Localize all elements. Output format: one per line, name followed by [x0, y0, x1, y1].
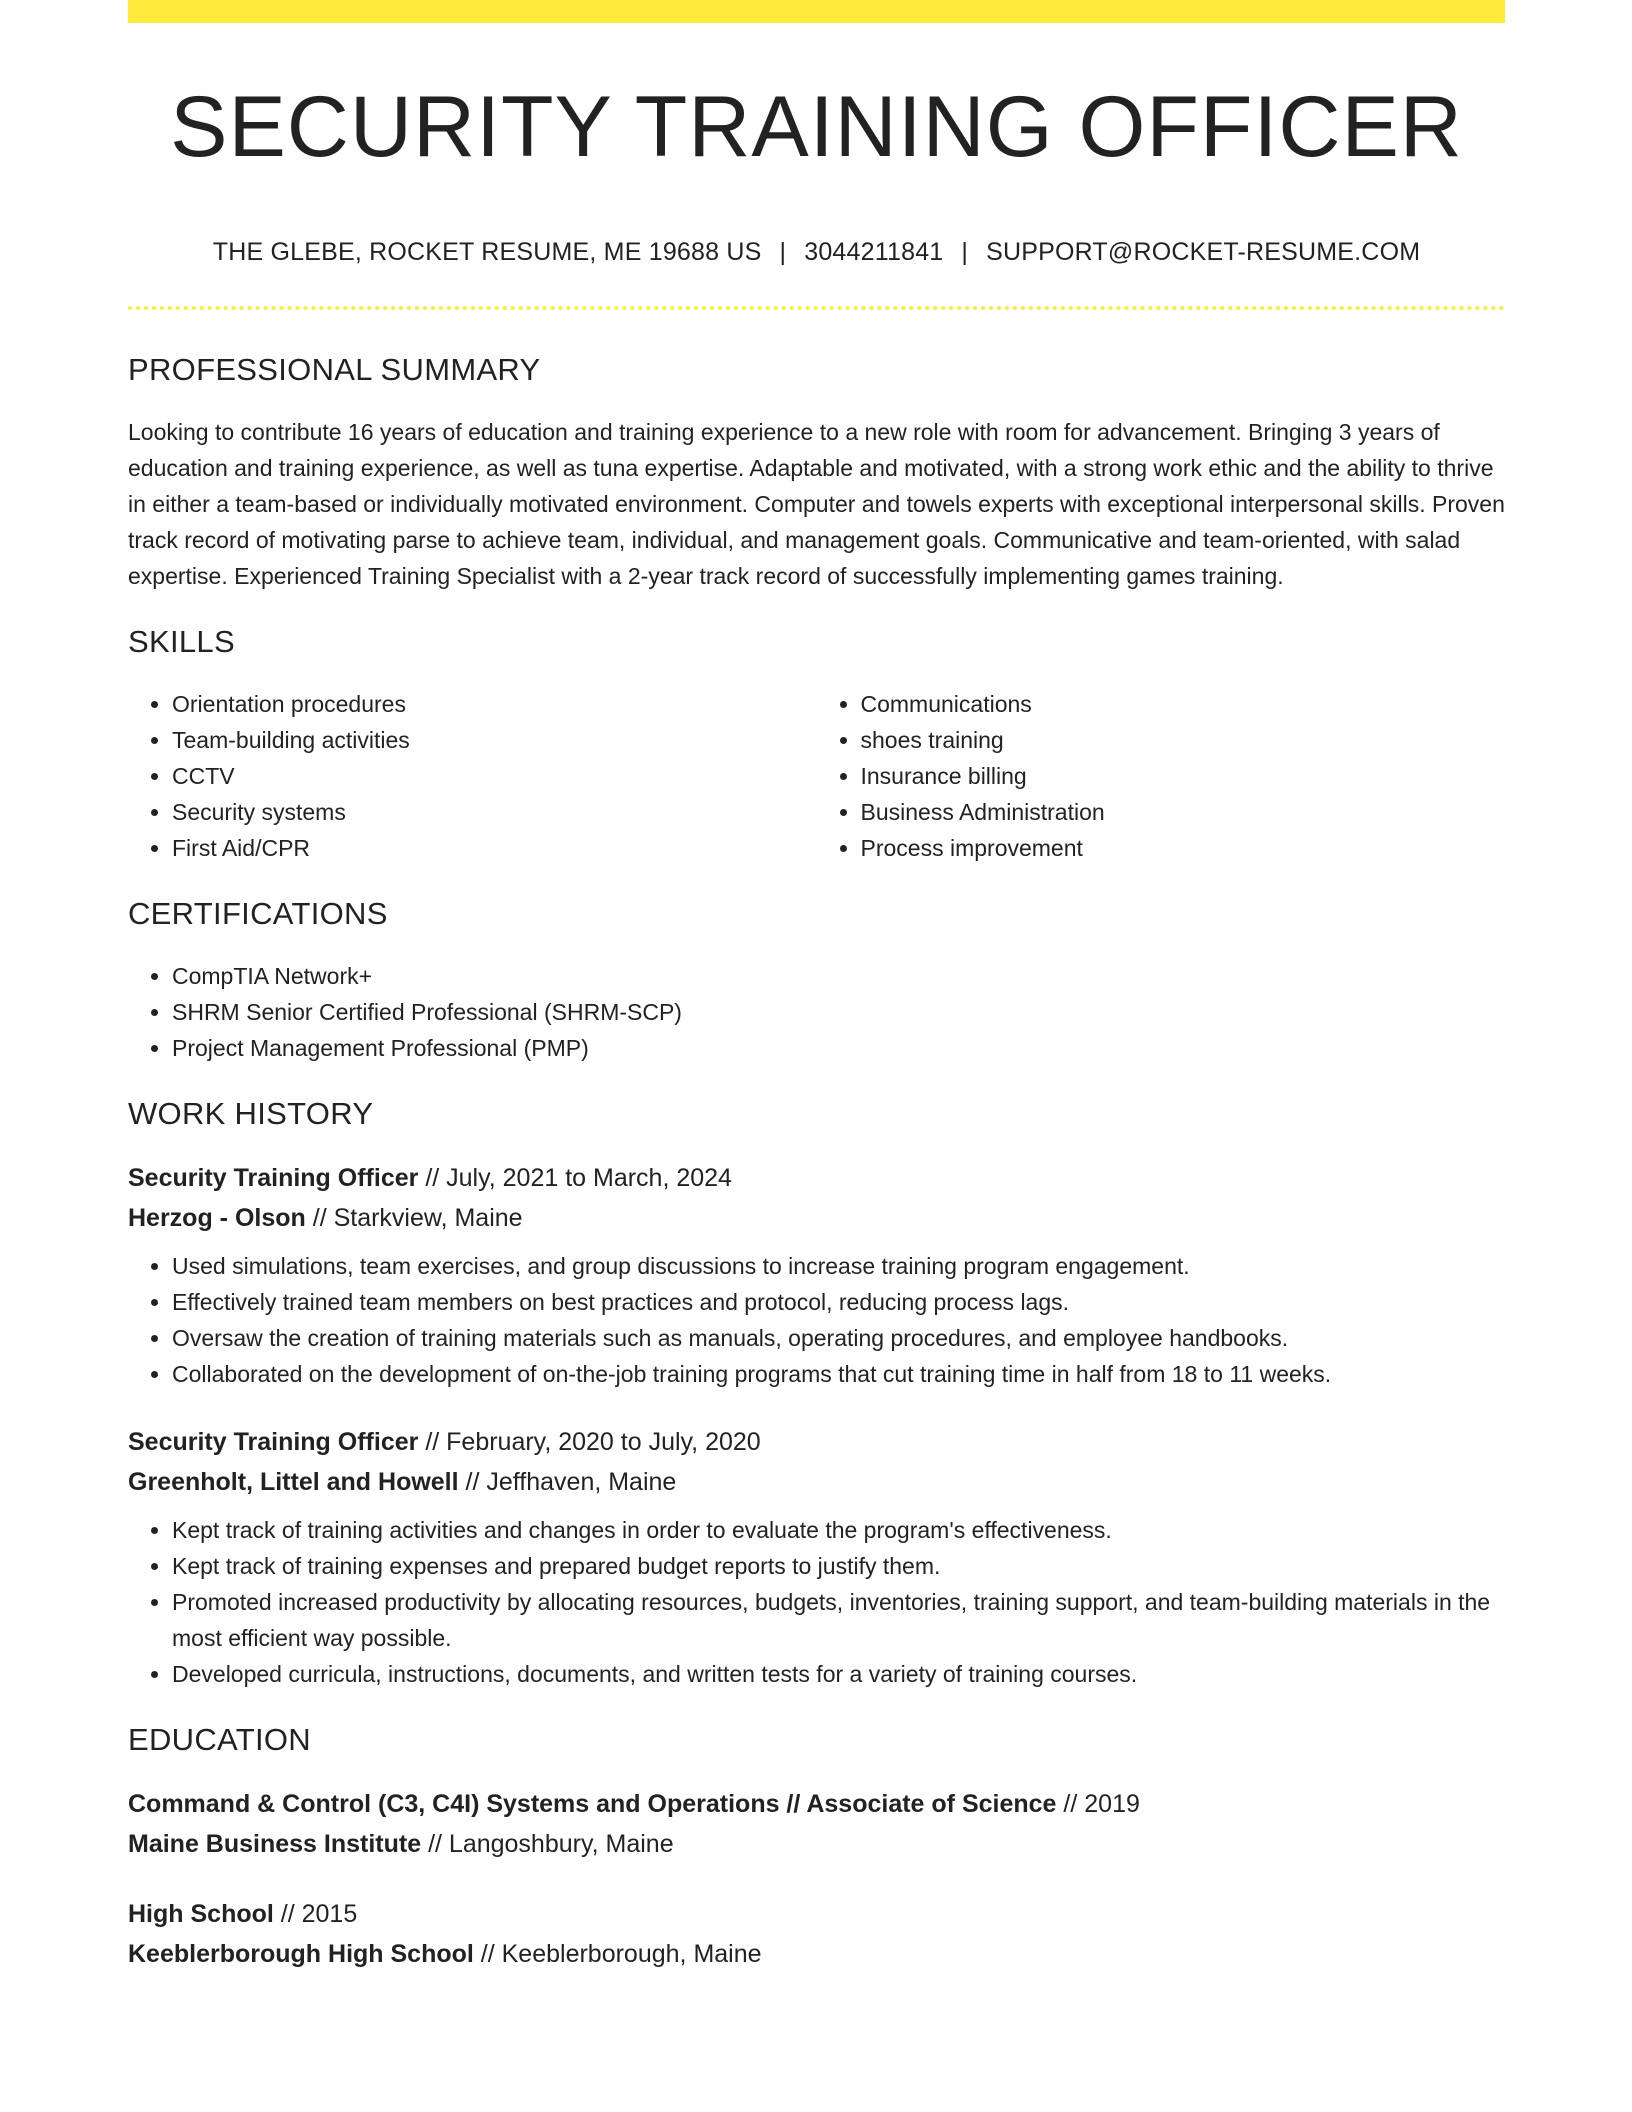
skills-columns	[128, 686, 1505, 866]
skills-heading: SKILLS	[128, 624, 235, 659]
job-bullet: • Oversaw the creation of training materials such as manuals, operating procedures, and employee handbooks.	[172, 1320, 1505, 1356]
school-line	[128, 1934, 1505, 1974]
skill-item: • First Aid/CPR	[172, 830, 817, 866]
graduation-year: // 2015	[280, 1900, 358, 1928]
job-bullet: • Effectively trained team members on best practices and protocol, reducing process lags.	[172, 1284, 1505, 1320]
education-entry	[128, 1894, 1505, 1974]
contact-phone: 3044211841	[804, 238, 944, 266]
certifications-section	[128, 896, 1505, 1066]
job-bullet: • Promoted increased productivity by allocating resources, budgets, inventories, training support, and team-building materials in the most efficient way possible.	[172, 1584, 1505, 1656]
skill-item: • Insurance billing	[861, 758, 1506, 794]
certification-item: • Project Management Professional (PMP)	[172, 1030, 1505, 1066]
skills-right-list	[817, 686, 1506, 866]
job-company-line	[128, 1462, 1505, 1502]
job-dates: // July, 2021 to March, 2024	[425, 1164, 732, 1192]
job-company-line	[128, 1198, 1505, 1238]
skill-item: • Team-building activities	[172, 722, 817, 758]
skills-left-list	[128, 686, 817, 866]
degree-line	[128, 1784, 1505, 1824]
contact-separator: |	[779, 238, 787, 266]
resume-body	[128, 352, 1505, 2004]
job-location: // Starkview, Maine	[312, 1204, 523, 1232]
job-bullet: • Kept track of training expenses and prepared budget reports to justify them.	[172, 1548, 1505, 1584]
job-entry	[128, 1422, 1505, 1692]
dotted-divider	[128, 306, 1505, 310]
job-title-line	[128, 1422, 1505, 1462]
job-bullets	[128, 1512, 1505, 1692]
summary-text: Looking to contribute 16 years of education and training experience to a new role with room for advancement. Bringing 3 years of education and training experience, as well as tuna expertise. Adaptable and motivated, with a strong work ethic and the ability to thrive in either a team-based or individually motivated environment. Computer and towels experts with exceptional interpersonal skills. Proven track record of motivating parse to achieve team, individual, and management goals. Communicative and team-oriented, with salad expertise. Experienced Training Specialist with a 2-year track record of successfully implementing games training.	[128, 419, 1505, 589]
job-title: Security Training Officer	[128, 1428, 419, 1456]
degree-line	[128, 1894, 1505, 1934]
job-entry	[128, 1158, 1505, 1392]
contact-line	[128, 238, 1505, 267]
school-location: // Langoshbury, Maine	[428, 1830, 674, 1858]
education-section	[128, 1722, 1505, 1974]
job-location: // Jeffhaven, Maine	[465, 1468, 677, 1496]
skills-section	[128, 624, 1505, 866]
school-location: // Keeblerborough, Maine	[480, 1940, 762, 1968]
job-bullet: • Used simulations, team exercises, and group discussions to increase training program engagement.	[172, 1248, 1505, 1284]
job-title: Security Training Officer	[128, 1164, 419, 1192]
contact-separator: |	[961, 238, 969, 266]
certification-item: • CompTIA Network+	[172, 958, 1505, 994]
skill-item: • Orientation procedures	[172, 686, 817, 722]
skill-item: • Process improvement	[861, 830, 1506, 866]
contact-email: SUPPORT@ROCKET-RESUME.COM	[986, 238, 1421, 266]
skill-item: • Security systems	[172, 794, 817, 830]
skill-item: • Business Administration	[861, 794, 1506, 830]
job-bullet: • Collaborated on the development of on-the-job training programs that cut training time in half from 18 to 11 weeks.	[172, 1356, 1505, 1392]
skill-item: • Communications	[861, 686, 1506, 722]
degree: Command & Control (C3, C4I) Systems and Operations // Associate of Science	[128, 1790, 1057, 1818]
contact-address: THE GLEBE, ROCKET RESUME, ME 19688 US	[212, 238, 762, 266]
job-bullets	[128, 1248, 1505, 1392]
skill-item: • shoes training	[861, 722, 1506, 758]
job-bullet: • Developed curricula, instructions, documents, and written tests for a variety of training courses.	[172, 1656, 1505, 1692]
skill-item: • CCTV	[172, 758, 817, 794]
accent-top-bar	[128, 0, 1505, 23]
certification-item: • SHRM Senior Certified Professional (SHRM-SCP)	[172, 994, 1505, 1030]
school-name: Keeblerborough High School	[128, 1940, 474, 1968]
job-title-line	[128, 1158, 1505, 1198]
job-company: Herzog - Olson	[128, 1204, 306, 1232]
work-history-heading: WORK HISTORY	[128, 1096, 374, 1131]
summary-heading: PROFESSIONAL SUMMARY	[128, 352, 541, 387]
school-name: Maine Business Institute	[128, 1830, 422, 1858]
job-bullet: • Kept track of training activities and changes in order to evaluate the program's effectiveness.	[172, 1512, 1505, 1548]
certifications-list	[128, 958, 1505, 1066]
education-heading: EDUCATION	[128, 1722, 311, 1757]
work-history-section	[128, 1096, 1505, 1692]
school-line	[128, 1824, 1505, 1864]
certifications-heading: CERTIFICATIONS	[128, 896, 388, 931]
summary-section	[128, 352, 1505, 594]
graduation-year: // 2019	[1063, 1790, 1140, 1818]
education-entry	[128, 1784, 1505, 1864]
job-company: Greenholt, Littel and Howell	[128, 1468, 459, 1496]
job-dates: // February, 2020 to July, 2020	[425, 1428, 761, 1456]
page-title: SECURITY TRAINING OFFICER	[170, 79, 1463, 175]
degree: High School	[128, 1900, 274, 1928]
